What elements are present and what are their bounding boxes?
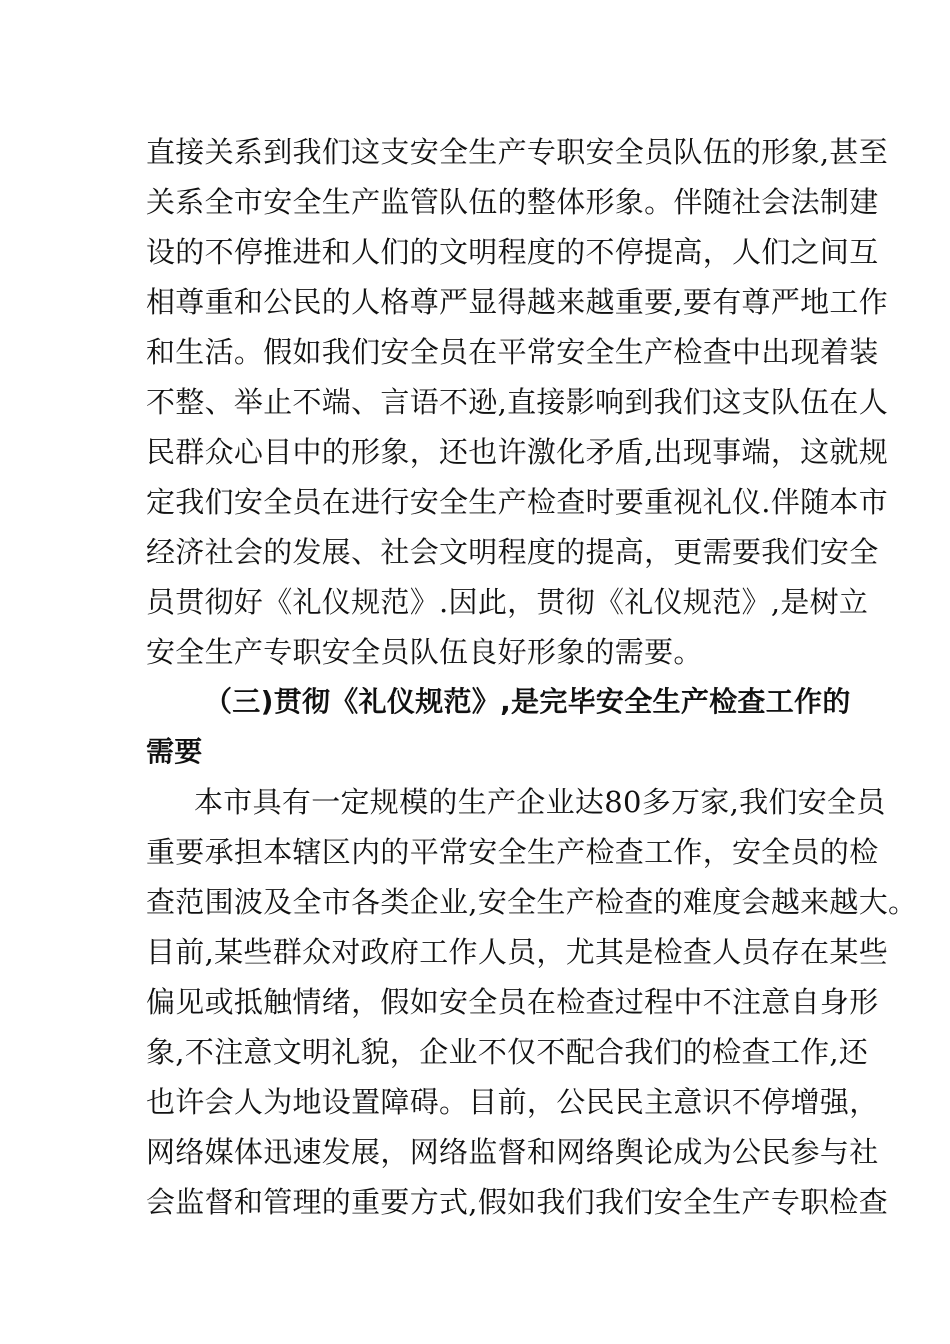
text-line: 不整、举止不端、言语不逊,直接影响到我们这支队伍在人	[146, 385, 889, 419]
text-line: 民群众心目中的形象，还也许激化矛盾,出现事端，这就规	[146, 435, 889, 469]
section-heading: （三)贯彻《礼仪规范》,是完毕安全生产检查工作的	[204, 685, 851, 718]
text-line: 设的不停推进和人们的文明程度的不停提高，人们之间互	[146, 235, 879, 269]
section-heading: 需要	[146, 735, 203, 768]
text-line: 象,不注意文明礼貌，企业不仅不配合我们的检查工作,还	[146, 1035, 869, 1069]
text-line: 员贯彻好《礼仪规范》.因此，贯彻《礼仪规范》,是树立	[146, 585, 869, 619]
text-line: 会监督和管理的重要方式,假如我们我们安全生产专职检查	[146, 1185, 889, 1219]
text-line: 相尊重和公民的人格尊严显得越来越重要,要有尊严地工作	[146, 285, 889, 319]
text-line: 安全生产专职安全员队伍良好形象的需要。	[146, 635, 703, 669]
text-line: 本市具有一定规模的生产企业达80多万家,我们安全员	[194, 785, 886, 819]
text-line: 关系全市安全生产监管队伍的整体形象。伴随社会法制建	[146, 185, 879, 219]
text-line: 重要承担本辖区内的平常安全生产检查工作，安全员的检	[146, 835, 879, 869]
text-line: 目前,某些群众对政府工作人员，尤其是检查人员存在某些	[146, 935, 889, 969]
text-line: 也许会人为地设置障碍。目前，公民民主意识不停增强，	[146, 1085, 879, 1119]
text-line: 偏见或抵触情绪，假如安全员在检查过程中不注意自身形	[146, 985, 879, 1019]
text-line: 直接关系到我们这支安全生产专职安全员队伍的形象,甚至	[146, 135, 889, 169]
text-line: 查范围波及全市各类企业,安全生产检查的难度会越来越大。	[146, 885, 918, 919]
text-line: 和生活。假如我们安全员在平常安全生产检查中出现着装	[146, 335, 879, 369]
text-line: 网络媒体迅速发展，网络监督和网络舆论成为公民参与社	[146, 1135, 879, 1169]
text-line: 经济社会的发展、社会文明程度的提高，更需要我们安全	[146, 535, 879, 569]
text-line: 定我们安全员在进行安全生产检查时要重视礼仪.伴随本市	[146, 485, 889, 519]
